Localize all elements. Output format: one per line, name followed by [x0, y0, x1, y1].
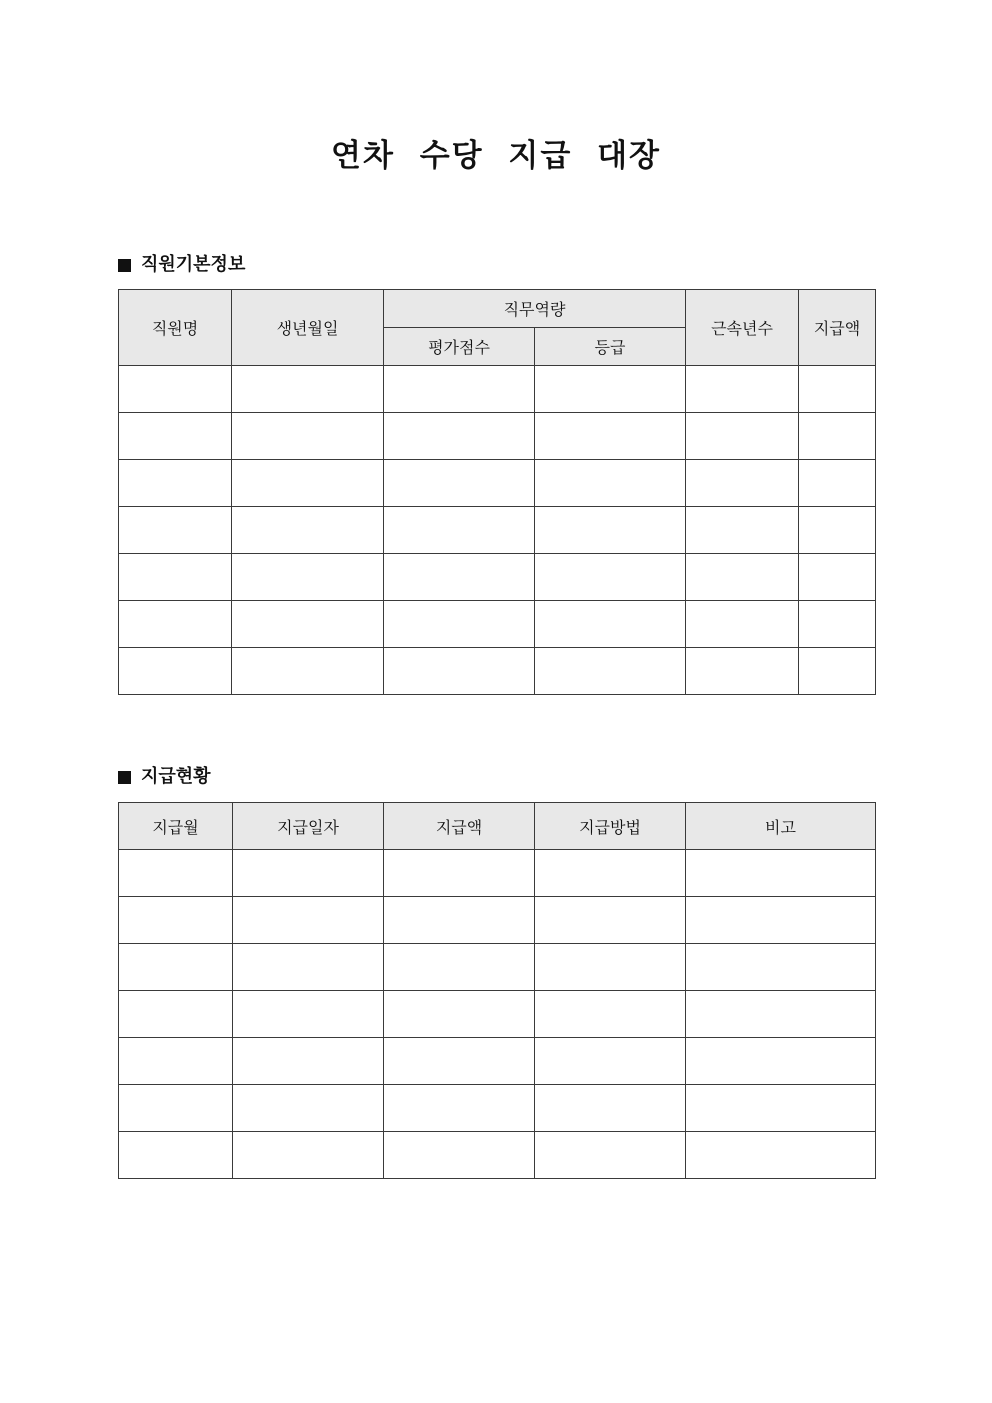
table-cell[interactable]	[686, 1085, 876, 1132]
table-cell[interactable]	[686, 944, 876, 991]
table-cell[interactable]	[384, 460, 535, 507]
table-cell[interactable]	[119, 366, 232, 413]
section-heading-payment	[118, 765, 211, 789]
table-cell[interactable]	[686, 1132, 876, 1179]
table-cell[interactable]	[119, 507, 232, 554]
table-cell[interactable]	[535, 897, 686, 944]
header-payment-month: 지급월	[119, 803, 233, 850]
table-cell[interactable]	[233, 1132, 384, 1179]
table-cell[interactable]	[119, 1038, 233, 1085]
table-row	[119, 648, 876, 695]
section-heading-label: 직원기본정보	[141, 254, 246, 275]
table-cell[interactable]	[119, 1132, 233, 1179]
table-cell[interactable]	[535, 1038, 686, 1085]
table-row	[119, 897, 876, 944]
table-cell[interactable]	[119, 944, 233, 991]
table-cell[interactable]	[119, 648, 232, 695]
table-cell[interactable]	[799, 413, 876, 460]
table-cell[interactable]	[232, 507, 384, 554]
header-payment-method: 지급방법	[535, 803, 686, 850]
table-cell[interactable]	[686, 648, 799, 695]
table-row	[119, 554, 876, 601]
table-row	[119, 601, 876, 648]
table-cell[interactable]	[799, 366, 876, 413]
table-cell[interactable]	[384, 897, 535, 944]
table-cell[interactable]	[686, 507, 799, 554]
table-cell[interactable]	[384, 554, 535, 601]
table-cell[interactable]	[119, 991, 233, 1038]
table-cell[interactable]	[535, 648, 686, 695]
table-cell[interactable]	[799, 554, 876, 601]
section-heading-employee	[118, 253, 245, 277]
table-cell[interactable]	[233, 991, 384, 1038]
table-cell[interactable]	[119, 850, 233, 897]
table-cell[interactable]	[535, 601, 686, 648]
table-cell[interactable]	[232, 601, 384, 648]
table-cell[interactable]	[686, 366, 799, 413]
header-payment-date: 지급일자	[233, 803, 384, 850]
page-title: 연차 수당 지급 대장	[331, 138, 661, 174]
table-cell[interactable]	[384, 507, 535, 554]
header-note: 비고	[686, 803, 876, 850]
table-cell[interactable]	[686, 850, 876, 897]
table-row	[119, 1132, 876, 1179]
table-row	[119, 460, 876, 507]
table-cell[interactable]	[119, 413, 232, 460]
header-grade: 등급	[535, 328, 686, 366]
table-cell[interactable]	[535, 991, 686, 1038]
table-cell[interactable]	[384, 991, 535, 1038]
table-cell[interactable]	[535, 554, 686, 601]
payment-status-table	[118, 802, 876, 1179]
square-bullet-icon	[118, 771, 131, 784]
table-row	[119, 413, 876, 460]
table-cell[interactable]	[232, 413, 384, 460]
table-row	[119, 1038, 876, 1085]
table-cell[interactable]	[686, 460, 799, 507]
table-cell[interactable]	[535, 460, 686, 507]
table-row	[119, 366, 876, 413]
table-cell[interactable]	[799, 648, 876, 695]
table-cell[interactable]	[535, 850, 686, 897]
employee-info-table	[118, 289, 876, 695]
table-cell[interactable]	[232, 366, 384, 413]
header-payment-amount: 지급액	[384, 803, 535, 850]
table-cell[interactable]	[535, 507, 686, 554]
table-cell[interactable]	[233, 850, 384, 897]
table-cell[interactable]	[686, 601, 799, 648]
table-row	[119, 850, 876, 897]
table-cell[interactable]	[686, 413, 799, 460]
table-cell[interactable]	[233, 897, 384, 944]
table-cell[interactable]	[686, 897, 876, 944]
table-row	[119, 991, 876, 1038]
table-cell[interactable]	[799, 601, 876, 648]
table-cell[interactable]	[384, 1085, 535, 1132]
table-cell[interactable]	[384, 850, 535, 897]
table-cell[interactable]	[384, 1038, 535, 1085]
header-employee-name: 직원명	[119, 290, 232, 366]
table-row	[119, 507, 876, 554]
table-cell[interactable]	[233, 1038, 384, 1085]
table-cell[interactable]	[119, 897, 233, 944]
table-cell[interactable]	[535, 944, 686, 991]
table-cell[interactable]	[686, 1038, 876, 1085]
table-cell[interactable]	[232, 648, 384, 695]
table-cell[interactable]	[384, 366, 535, 413]
table-cell[interactable]	[799, 507, 876, 554]
table-cell[interactable]	[686, 554, 799, 601]
table-cell[interactable]	[535, 1132, 686, 1179]
table-cell[interactable]	[535, 1085, 686, 1132]
table-cell[interactable]	[119, 460, 232, 507]
header-years-of-service: 근속년수	[686, 290, 799, 366]
table-cell[interactable]	[119, 554, 232, 601]
table-cell[interactable]	[232, 554, 384, 601]
square-bullet-icon	[118, 259, 131, 272]
table-cell[interactable]	[119, 601, 232, 648]
table-cell[interactable]	[535, 366, 686, 413]
header-payment-amount: 지급액	[799, 290, 876, 366]
table-cell[interactable]	[799, 460, 876, 507]
header-job-competency: 직무역량	[384, 290, 686, 328]
table-cell[interactable]	[384, 601, 535, 648]
table-row	[119, 944, 876, 991]
table-cell[interactable]	[233, 1085, 384, 1132]
table-cell[interactable]	[384, 1132, 535, 1179]
table-row	[119, 1085, 876, 1132]
table-cell[interactable]	[384, 648, 535, 695]
section-heading-label: 지급현황	[141, 766, 211, 787]
table-cell[interactable]	[535, 413, 686, 460]
table-cell[interactable]	[686, 991, 876, 1038]
header-evaluation-score: 평가점수	[384, 328, 535, 366]
table-cell[interactable]	[232, 460, 384, 507]
table-cell[interactable]	[233, 944, 384, 991]
table-cell[interactable]	[119, 1085, 233, 1132]
table-cell[interactable]	[384, 944, 535, 991]
header-birth-date: 생년월일	[232, 290, 384, 366]
table-cell[interactable]	[384, 413, 535, 460]
